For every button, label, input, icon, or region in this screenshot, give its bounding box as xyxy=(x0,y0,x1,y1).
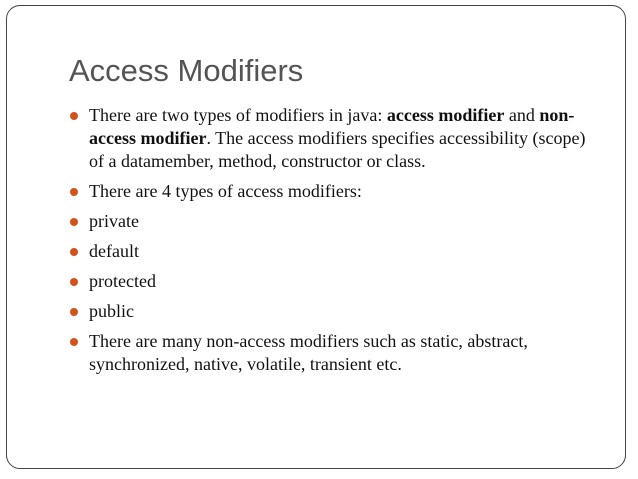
bullet-dot-icon xyxy=(70,248,78,256)
bullet-dot-icon xyxy=(70,112,78,120)
bullet-item-private xyxy=(69,210,604,233)
bullet-item-four-types xyxy=(69,180,604,203)
bullet-dot-icon xyxy=(70,338,78,346)
bullet-text: There are two types of modifiers in java: access modifier and non-access modifier. The access modifiers specifies accessibility (scope) of a datamember, method, constructor or class. xyxy=(89,105,586,171)
bullet-text: default xyxy=(89,241,139,261)
bullet-text: public xyxy=(89,301,134,321)
bullet-item-non-access-modifiers xyxy=(69,330,604,376)
bold-term-access-modifier: access modifier xyxy=(386,105,505,125)
bullet-dot-icon xyxy=(70,308,78,316)
bullet-item-default xyxy=(69,240,604,263)
bullet-item-protected xyxy=(69,270,604,293)
bullet-text: protected xyxy=(89,271,156,291)
slide-title: Access Modifiers xyxy=(69,53,304,88)
bold-term-non-access-modifier: non-access modifier xyxy=(89,105,575,148)
bullet-text: There are many non-access modifiers such as static, abstract, synchronized, native, volatile, transient etc. xyxy=(89,331,528,374)
bullet-item-public xyxy=(69,300,604,323)
bullet-dot-icon xyxy=(70,218,78,226)
bullet-item-modifier-types xyxy=(69,104,604,173)
bullet-list xyxy=(69,104,604,376)
bullet-text: private xyxy=(89,211,139,231)
bullet-dot-icon xyxy=(70,278,78,286)
bullet-dot-icon xyxy=(70,188,78,196)
bullet-text: There are 4 types of access modifiers: xyxy=(89,181,362,201)
